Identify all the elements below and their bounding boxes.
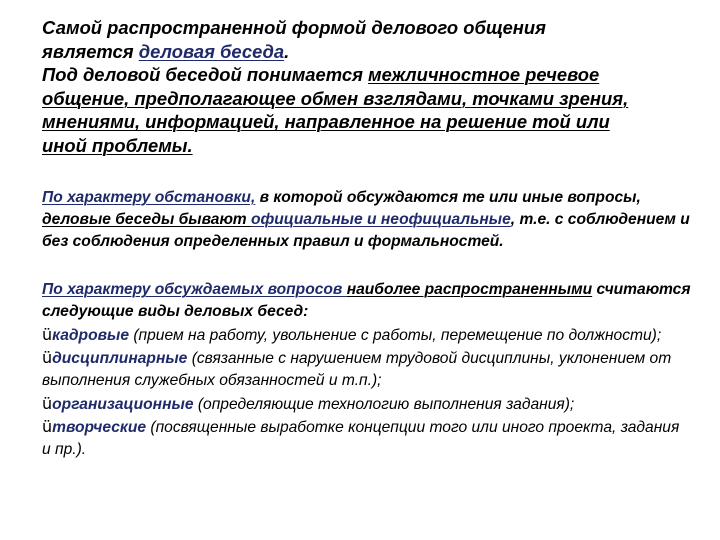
p1-line6: иной проблемы. <box>42 134 193 156</box>
p2-text-2: деловые беседы бывают <box>42 210 251 228</box>
list-item-term: организационные <box>52 395 194 413</box>
p1-line4: общение, предполагающее обмен взглядами, точками зрения, <box>42 87 629 109</box>
heading-by-topics: По характеру обсуждаемых вопросов <box>42 281 347 299</box>
p1-line5: мнениями, информацией, направленное на решение той или <box>42 111 610 133</box>
list-item-desc: (прием на работу, увольнение с работы, перемещение по должности); <box>129 326 662 344</box>
p2-comma: , <box>510 210 516 228</box>
p3-intro: считаются следующие виды деловых бесед: <box>42 281 691 321</box>
list-item-desc: (связанные с нарушением трудовой дисциплины, уклонением от выполнения служебных обязанностей и т.п.); <box>42 350 672 390</box>
p2-text-1: в которой обсуждаются те или иные вопросы, <box>255 188 641 206</box>
p3-most-common: наиболее распространенными <box>346 281 593 299</box>
term-official-unofficial: официальные и неофициальные <box>250 210 511 228</box>
list-item-desc: (посвященные выработке концепции того или иного проекта, задания и пр.). <box>42 418 680 459</box>
p2-text-3: т.е. с соблюдением и без соблюдения определенных правил и формальностей. <box>42 210 690 250</box>
checkmark-icon: ü <box>42 348 53 368</box>
p1-line3-text: Под деловой беседой понимается <box>42 64 369 86</box>
p1-line2-text: является <box>42 40 139 62</box>
list-item-term: дисциплинарные <box>52 350 188 368</box>
term-business-conversation: деловая беседа <box>138 40 285 62</box>
list-item-term: творческие <box>52 418 147 436</box>
checkmark-icon: ü <box>42 324 53 344</box>
heading-by-setting: По характеру обстановки, <box>42 188 256 206</box>
paragraph-definition <box>42 16 692 158</box>
p1-line2-end: . <box>284 40 290 62</box>
slide-content <box>42 16 692 462</box>
term-interpersonal-speech: межличностное речевое <box>368 64 600 86</box>
list-item-desc: (определяющие технологию выполнения задания); <box>193 395 575 413</box>
paragraph-by-setting <box>42 187 692 254</box>
list-item-term: кадровые <box>52 326 130 344</box>
checkmark-icon: ü <box>42 416 53 436</box>
p1-line1: Самой распространенной формой делового общения <box>42 17 546 38</box>
paragraph-by-topics <box>42 279 692 461</box>
checkmark-icon: ü <box>42 393 53 413</box>
